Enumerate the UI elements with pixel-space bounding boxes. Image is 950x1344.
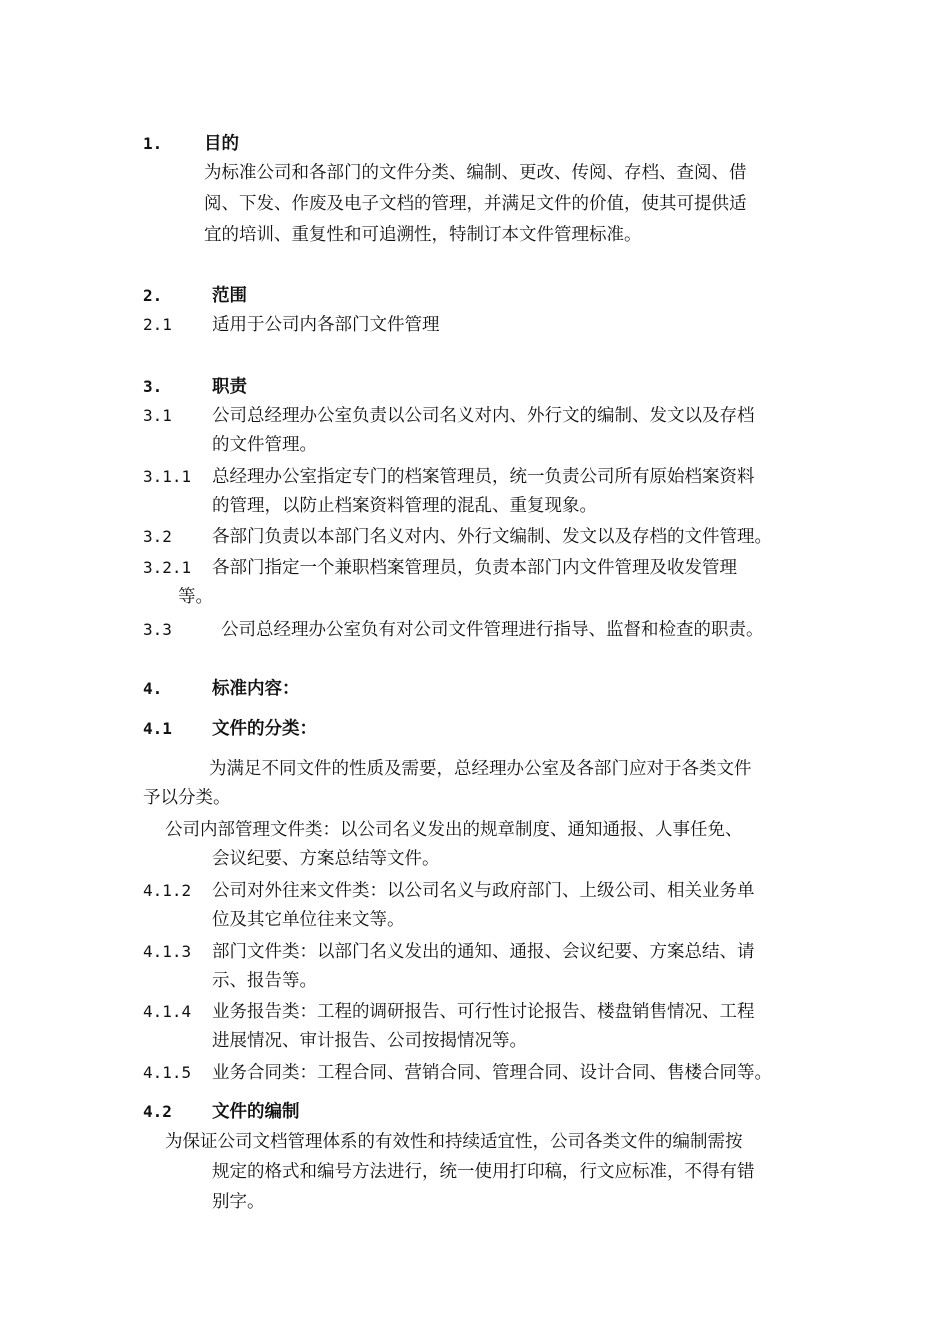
para-4-1-line: 为满足不同文件的性质及需要，总经理办公室及各部门应对于各类文件: [209, 759, 752, 779]
item-4-1-4-text-line: 进展情况、审计报告、公司按揭情况等。: [212, 1031, 527, 1051]
item-3-2-1-text-line: 各部门指定一个兼职档案管理员，负责本部门内文件管理及收发管理: [212, 558, 737, 578]
item-3-1-text-line: 公司总经理办公室负责以公司名义对内、外行文的编制、发文以及存档: [212, 406, 755, 426]
item-4-1-5-number: 4.1.5: [143, 1063, 192, 1082]
item-3-1-1-text-line: 总经理办公室指定专门的档案管理员，统一负责公司所有原始档案资料: [212, 467, 755, 487]
item-4-1-4-number: 4.1.4: [143, 1002, 192, 1021]
item-4-1-3-text-line: 示、报告等。: [212, 971, 317, 991]
heading-4-2-number: 4.2: [143, 1102, 172, 1121]
item-4-1-2-text-line: 公司对外往来文件类：以公司名义与政府部门、上级公司、相关业务单: [212, 881, 755, 901]
item-4-1-3-number: 4.1.3: [143, 942, 192, 961]
item-3-2-number: 3.2: [143, 527, 172, 546]
item-3-1-1-text-line: 的管理，以防止档案资料管理的混乱、重复现象。: [212, 496, 597, 516]
item-4-1-1-text-line: 会议纪要、方案总结等文件。: [212, 849, 440, 869]
section-1-text-line: 宜的培训、重复性和可追溯性，特制订本文件管理标准。: [204, 225, 642, 245]
item-4-1-2-number: 4.1.2: [143, 881, 192, 900]
section-2-title: 范围: [212, 286, 247, 306]
section-2-number: 2.: [143, 286, 163, 305]
para-4-2-line: 别字。: [212, 1192, 265, 1212]
para-4-2-line: 为保证公司文档管理体系的有效性和持续适宜性，公司各类文件的编制需按: [165, 1132, 743, 1152]
item-4-1-1-text-line: 公司内部管理文件类：以公司名义发出的规章制度、通知通报、人事任免、: [165, 820, 743, 840]
heading-4-2-title: 文件的编制: [212, 1102, 300, 1122]
item-3-2-1-text-line: 等。: [178, 587, 213, 607]
item-3-2-1-number: 3.2.1: [143, 558, 192, 577]
section-4-number: 4.: [143, 679, 163, 698]
item-3-3-number: 3.3: [143, 620, 172, 639]
item-2-1-text: 适用于公司内各部门文件管理: [212, 315, 440, 335]
item-4-1-2-text-line: 位及其它单位往来文等。: [212, 910, 405, 930]
section-3-title: 职责: [212, 377, 247, 397]
section-1-text-line: 为标准公司和各部门的文件分类、编制、更改、传阅、存档、查阅、借: [204, 163, 747, 183]
item-3-3-text: 公司总经理办公室负有对公司文件管理进行指导、监督和检查的职责。: [221, 620, 764, 640]
item-3-1-number: 3.1: [143, 406, 172, 425]
item-2-1-number: 2.1: [143, 315, 172, 334]
section-4-title: 标准内容：: [212, 679, 300, 699]
item-3-1-1-number: 3.1.1: [143, 467, 192, 486]
section-1-text-line: 阅、下发、作废及电子文档的管理，并满足文件的价值，使其可提供适: [204, 194, 747, 214]
section-3-number: 3.: [143, 377, 163, 396]
section-1-number: 1.: [143, 134, 163, 153]
heading-4-1-title: 文件的分类：: [212, 719, 317, 739]
item-3-1-text-line: 的文件管理。: [212, 435, 317, 455]
item-4-1-5-text: 业务合同类：工程合同、营销合同、管理合同、设计合同、售楼合同等。: [212, 1063, 772, 1083]
para-4-1-line: 予以分类。: [143, 788, 231, 808]
section-1-title: 目的: [204, 134, 239, 154]
item-4-1-3-text-line: 部门文件类：以部门名义发出的通知、通报、会议纪要、方案总结、请: [212, 942, 755, 962]
item-4-1-4-text-line: 业务报告类：工程的调研报告、可行性讨论报告、楼盘销售情况、工程: [212, 1002, 755, 1022]
para-4-2-line: 规定的格式和编号方法进行，统一使用打印稿，行文应标准，不得有错: [212, 1162, 755, 1182]
item-3-2-text: 各部门负责以本部门名义对内、外行文编制、发文以及存档的文件管理。: [212, 527, 772, 547]
heading-4-1-number: 4.1: [143, 719, 172, 738]
